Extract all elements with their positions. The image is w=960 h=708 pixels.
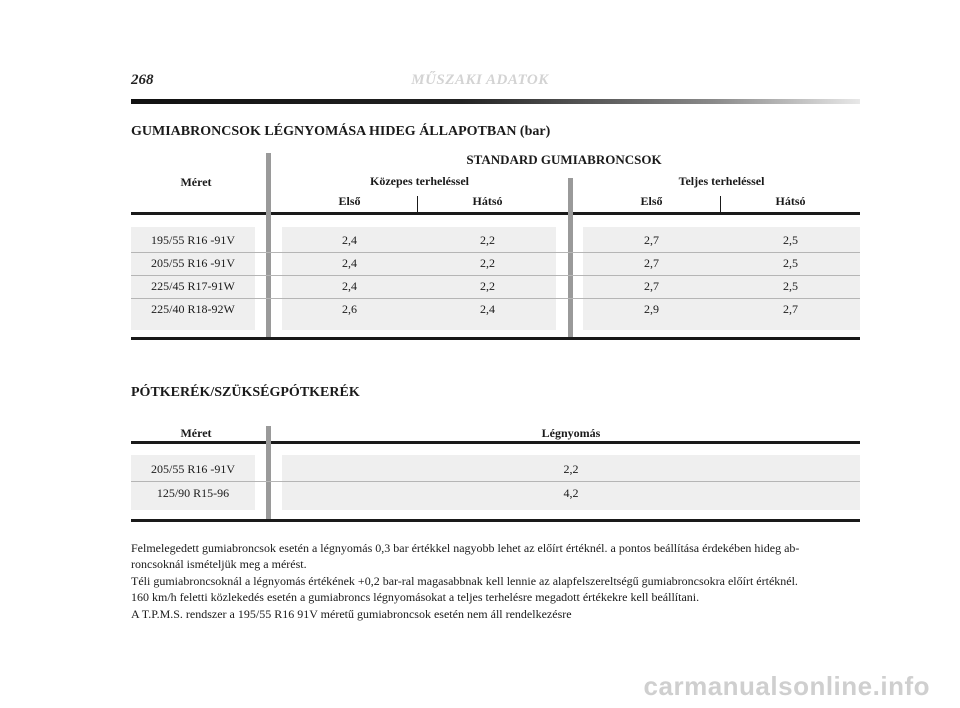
full-rear-value: 2,5 — [783, 233, 798, 247]
col-size-header: Méret — [180, 175, 212, 189]
watermark: carmanualsonline.info — [643, 671, 930, 701]
section-title: MŰSZAKI ADATOK — [411, 72, 549, 88]
medium-rear-value: 2,2 — [480, 279, 495, 293]
table-row — [0, 252, 960, 275]
medium-rear-value: 2,4 — [480, 302, 495, 316]
note-line: 160 km/h feletti közlekedés esetén a gumiabroncs légnyomásokat a teljes terhelésre megadott értékekre kell beállítani. — [131, 590, 700, 605]
note-line: Felmelegedett gumiabroncsok esetén a légnyomás 0,3 bar értékkel nagyobb lehet az előírt értéknél. a pontos beállítása érdekében hideg ab- — [131, 541, 800, 555]
table-row — [0, 229, 960, 252]
spare-size: 205/55 R16 -91V — [151, 462, 235, 476]
table-bottom-rule — [131, 337, 860, 340]
full-front-header: Első — [640, 194, 663, 208]
tire-pressure-title: GUMIABRONCSOK LÉGNYOMÁSA HIDEG ÁLLAPOTBAN (bar) — [131, 124, 551, 139]
spare-col-size-header: Méret — [180, 426, 212, 440]
note-line: roncsoknál ismételjük meg a mérést. — [131, 557, 307, 572]
table-row — [0, 275, 960, 298]
header-gradient-bar — [131, 99, 860, 104]
medium-front-value: 2,4 — [342, 279, 357, 293]
tire-table-body — [0, 229, 960, 321]
medium-front-value: 2,6 — [342, 302, 357, 316]
table-row — [0, 298, 960, 321]
spare-pressure: 2,2 — [563, 462, 579, 476]
table-row — [0, 482, 960, 506]
full-front-value: 2,7 — [644, 233, 659, 247]
full-front-value: 2,9 — [644, 302, 659, 316]
spare-pressure: 4,2 — [563, 486, 579, 500]
spare-size: 125/90 R15-96 — [156, 486, 230, 500]
table-row — [0, 458, 960, 482]
spare-table-body — [0, 458, 960, 506]
header-divider-full — [720, 196, 721, 212]
medium-front-value: 2,4 — [342, 233, 357, 247]
tire-size: 205/55 R16 -91V — [151, 256, 235, 270]
sub-full-header: Teljes terheléssel — [678, 174, 765, 188]
spare-bottom-rule — [131, 519, 860, 522]
spare-title: PÓTKERÉK/SZÜKSÉGPÓTKERÉK — [131, 385, 360, 400]
note-line: Téli gumiabroncsoknál a légnyomás értékének +0,2 bar-ral magasabbnak kell lennie az alapfelszereltségű gumiabroncsokra előírt értéknél. — [131, 573, 798, 588]
spare-col-pressure-header: Légnyomás — [541, 426, 601, 440]
header-divider-medium — [417, 196, 418, 212]
full-rear-value: 2,7 — [783, 302, 798, 316]
tire-size: 225/40 R18-92W — [151, 302, 235, 316]
medium-front-value: 2,4 — [342, 256, 357, 270]
col-group-header: STANDARD GUMIABRONCSOK — [466, 152, 662, 167]
notes — [131, 540, 861, 622]
full-rear-header: Hátsó — [775, 194, 806, 208]
full-rear-value: 2,5 — [783, 279, 798, 293]
full-rear-value: 2,5 — [783, 256, 798, 270]
tire-size: 195/55 R16 -91V — [151, 233, 235, 247]
table-top-rule — [131, 212, 860, 215]
medium-rear-value: 2,2 — [480, 233, 495, 247]
medium-front-header: Első — [338, 194, 361, 208]
full-front-value: 2,7 — [644, 279, 659, 293]
medium-rear-header: Hátsó — [472, 194, 503, 208]
note-line: A T.P.M.S. rendszer a 195/55 R16 91V méretű gumiabroncsok esetén nem áll rendelkezésre — [131, 606, 572, 621]
full-front-value: 2,7 — [644, 256, 659, 270]
sub-medium-header: Közepes terheléssel — [370, 174, 469, 188]
medium-rear-value: 2,2 — [480, 256, 495, 270]
spare-top-rule — [131, 441, 860, 444]
tire-size: 225/45 R17-91W — [151, 279, 235, 293]
page-number: 268 — [131, 72, 154, 88]
